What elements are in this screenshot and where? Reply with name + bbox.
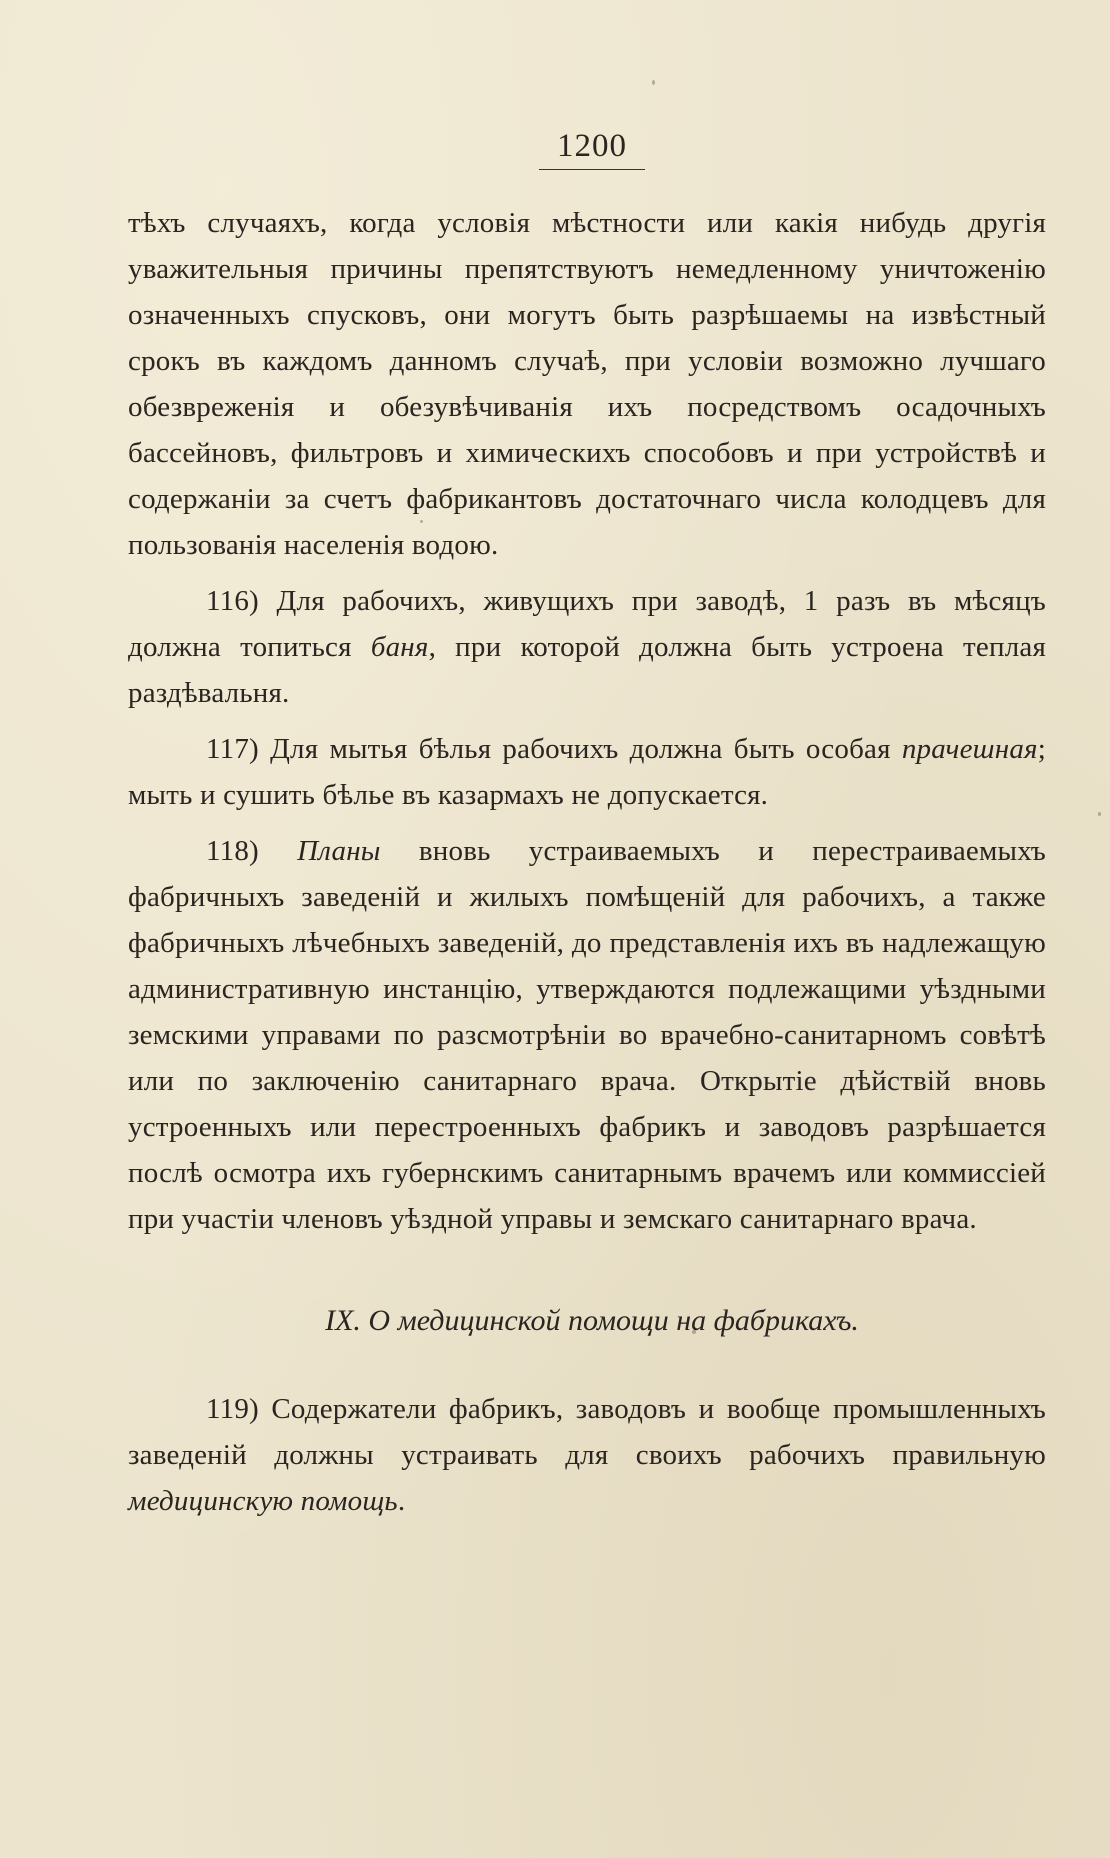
paragraph-117-text: 117) Для мытья бѣлья рабочихъ должна быть особая xyxy=(206,733,902,765)
paragraph-117-emphasis: прачешная xyxy=(901,733,1038,765)
paragraph-continuation xyxy=(128,200,1046,568)
paper-speck xyxy=(420,520,423,523)
page-number xyxy=(128,128,1046,170)
paragraph-117 xyxy=(128,726,1046,818)
paragraph-118-text: 118) xyxy=(206,835,298,867)
paragraph-119-text: 119) Содержатели фабрикъ, заводовъ и вообще промышленныхъ заведеній должны устраивать для своихъ рабочихъ правильную xyxy=(128,1393,1046,1471)
paragraph-116-emphasis: баня xyxy=(370,631,429,663)
paper-speck xyxy=(1098,812,1101,816)
paragraph-119 xyxy=(128,1386,1046,1524)
page-number-text: 1200 xyxy=(539,128,645,170)
section-heading: IX. О медицинской помощи на фабрикахъ. xyxy=(325,1304,859,1337)
paragraph-116 xyxy=(128,578,1046,716)
paper-speck xyxy=(692,1330,696,1334)
paragraph-116-text-end: , при которой должна быть устроена теплая раздѣвальня. xyxy=(128,631,1046,709)
paragraph-116-text: 116) Для рабочихъ, живущихъ при заводѣ, 1 разъ въ мѣсяцъ должна топиться xyxy=(128,585,1046,663)
paragraph-117-text-end: ; мыть и сушить бѣлье въ казармахъ не допускается. xyxy=(128,733,1046,811)
paragraph-119-emphasis: медицинскую помощь xyxy=(128,1485,398,1517)
paper-speck xyxy=(652,80,655,85)
paragraph-118-emphasis: Планы xyxy=(297,835,381,867)
paragraph-119-text-end: . xyxy=(397,1485,406,1517)
paragraph-text: тѣхъ случаяхъ, когда условія мѣстности или какія нибудь другія уважительныя причины препятствуютъ немедленному уничтоженію означенныхъ спусковъ, они могутъ быть разрѣшаемы на извѣстный срокъ въ каждомъ данномъ случаѣ, при условіи возможно лучшаго обезвреженія и обезувѣчиванія ихъ посредствомъ осадочныхъ бассейновъ, фильтровъ и химическихъ способовъ и при устройствѣ и содержаніи за счетъ фабрикантовъ достаточнаго числа колодцевъ для пользованія населенія водою. xyxy=(128,207,1046,561)
paragraph-118-text-end: вновь устраиваемыхъ и перестраиваемыхъ фабричныхъ заведеній и жилыхъ помѣщеній для рабочихъ, а также фабричныхъ лѣчебныхъ заведеній, до представленія ихъ въ надлежащую административную инстанцію, утверждаются подлежащими уѣздными земскими управами по разсмотрѣніи во врачебно-санитарномъ совѣтѣ или по заключенію санитарнаго врача. Открытіе дѣйствій вновь устроенныхъ или перестроенныхъ фабрикъ и заводовъ разрѣшается послѣ осмотра ихъ губернскимъ санитарнымъ врачемъ или коммиссіей при участіи членовъ уѣздной управы и земскаго санитарнаго врача. xyxy=(128,835,1046,1235)
paragraph-118 xyxy=(128,828,1046,1242)
